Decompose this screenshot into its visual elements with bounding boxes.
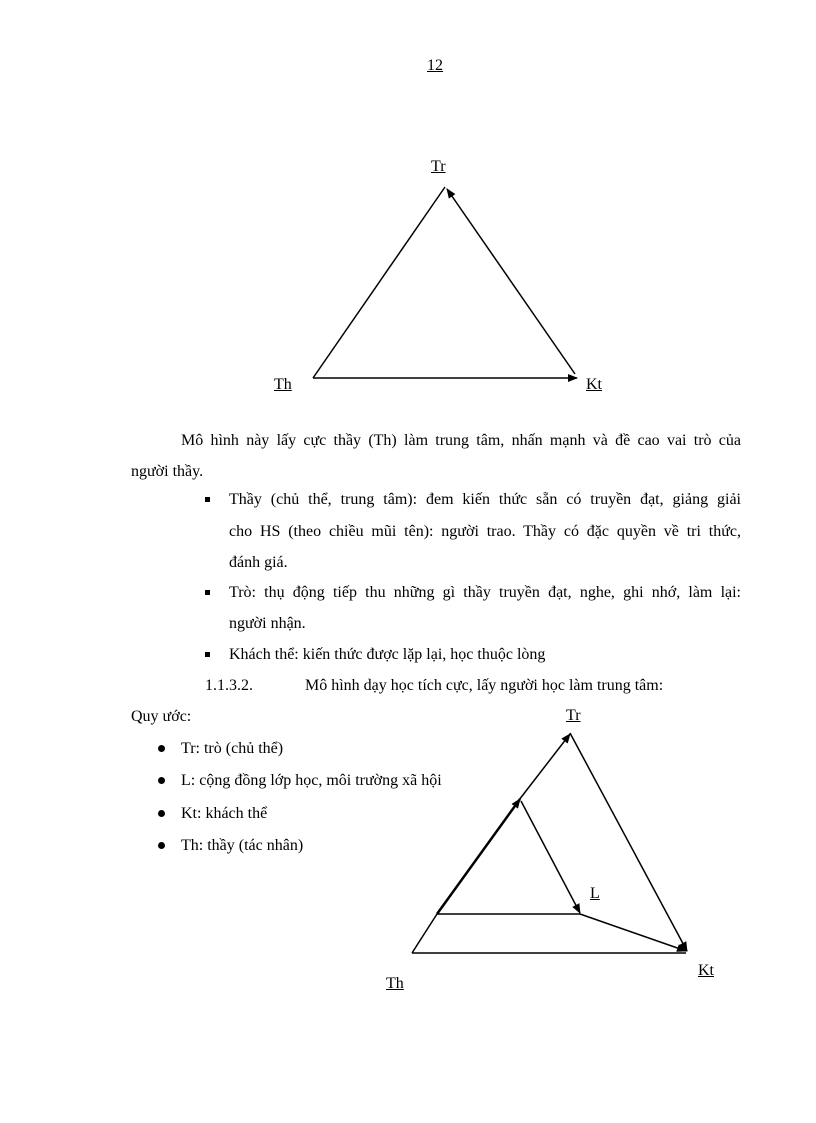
diagram2-label-th: Th (386, 975, 404, 992)
arrow-to-l (521, 801, 580, 913)
arrow-tr-kt (570, 733, 687, 951)
edge-th-inner (412, 914, 437, 953)
arrow-to-tr (519, 734, 570, 800)
legend-item-kt: Kt: khách thể (181, 805, 268, 822)
diagram2-label-tr: Tr (566, 707, 581, 724)
bullet1-line-2: cho HS (theo chiều mũi tên): người trao. Thầy có đặc quyền về tri thức, (229, 523, 741, 540)
legend-item-th: Th: thầy (tác nhân) (181, 837, 304, 854)
diagram1-label-tr: Tr (431, 158, 446, 175)
arrow-th-l (437, 799, 520, 914)
section-title: Mô hình dạy học tích cực, lấy người học làm trung tâm: (305, 677, 664, 694)
legend-item-tr: Tr: trò (chủ thể) (181, 740, 284, 757)
section-number: 1.1.3.2. (205, 677, 253, 694)
legend-heading: Quy ước: (131, 708, 192, 725)
diagram2-label-kt: Kt (698, 962, 714, 979)
bullet2-line-1: Trò: thụ động tiếp thu những gì thầy truyền đạt, nghe, ghi nhớ, làm lại: (229, 584, 741, 601)
page-number: 12 (427, 57, 443, 74)
intro-line-1: Mô hình này lấy cực thầy (Th) làm trung tâm, nhấn mạnh và đề cao vai trò của (181, 432, 741, 449)
diagram1-label-th: Th (274, 376, 292, 393)
bullet1-line-3: đánh giá. (229, 554, 288, 571)
diagram1-label-kt: Kt (586, 376, 602, 393)
intro-line-2: người thầy. (131, 463, 204, 480)
bullet1-line-1: Thầy (chủ thể, trung tâm): đem kiến thức sẵn có truyền đạt, giảng giải (229, 491, 741, 508)
bullet2-line-2: người nhận. (229, 615, 306, 632)
bullet3-line-1: Khách thể: kiến thức được lặp lại, học thuộc lòng (229, 646, 546, 663)
legend-item-l: L: cộng đồng lớp học, môi trường xã hội (181, 772, 442, 789)
diagram2-label-l: L (590, 885, 600, 902)
